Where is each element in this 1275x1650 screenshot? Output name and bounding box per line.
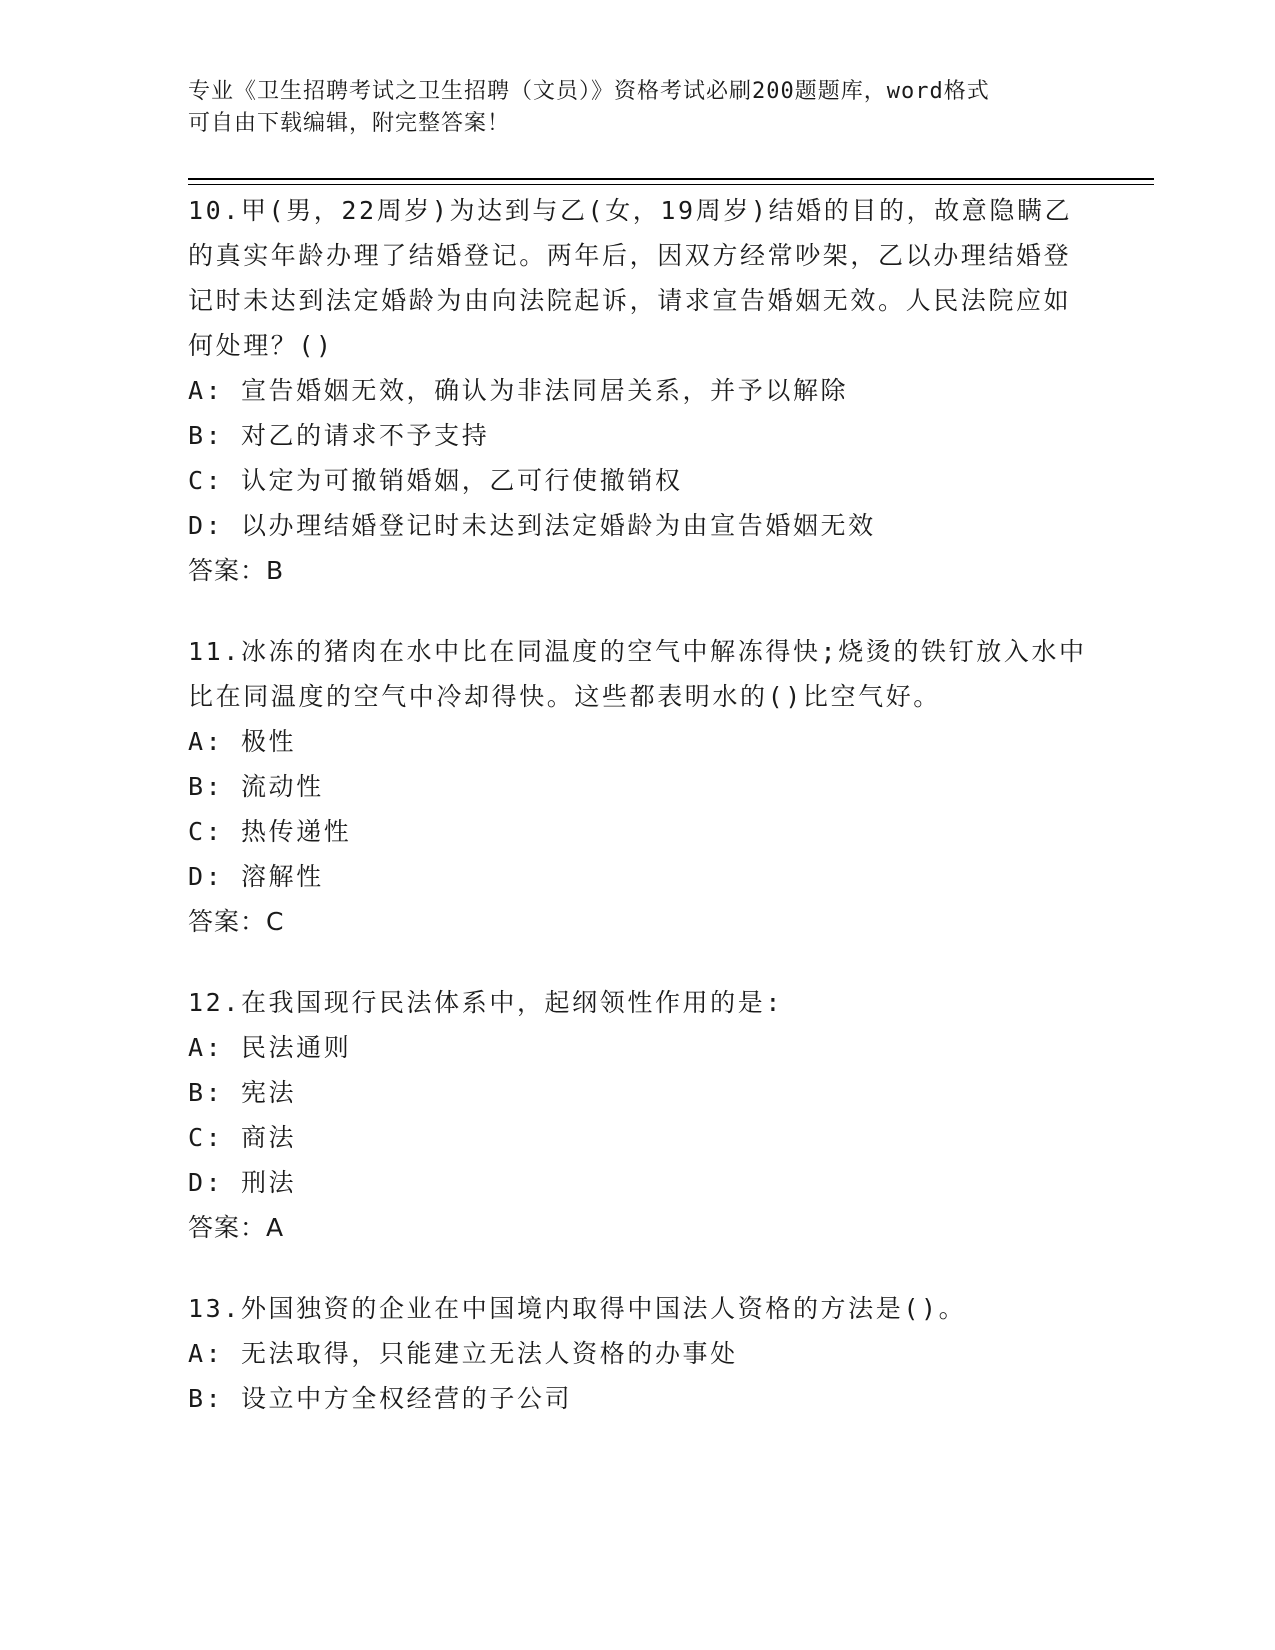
option-b: B: 宪法 xyxy=(188,1078,297,1107)
option-b: B: 流动性 xyxy=(188,772,324,801)
option-a: A: 无法取得，只能建立无法人资格的办事处 xyxy=(188,1339,738,1368)
option-b: B: 设立中方全权经营的子公司 xyxy=(188,1384,573,1413)
option-c: C: 热传递性 xyxy=(188,817,352,846)
answer: 答案：C xyxy=(188,907,285,936)
option-a: A: 民法通则 xyxy=(188,1033,352,1062)
question-11 xyxy=(188,629,1088,944)
question-text: 11.冰冻的猪肉在水中比在同温度的空气中解冻得快;烧烫的铁钉放入水中比在同温度的空气中冷却得快。这些都表明水的()比空气好。 xyxy=(188,637,1087,711)
option-c: C: 商法 xyxy=(188,1123,297,1152)
option-b: B: 对乙的请求不予支持 xyxy=(188,421,490,450)
answer: 答案：A xyxy=(188,1213,285,1242)
question-12 xyxy=(188,980,1088,1250)
header-divider-thick xyxy=(188,178,1154,180)
question-10 xyxy=(188,188,1088,593)
question-list xyxy=(188,188,1088,1457)
question-text: 13.外国独资的企业在中国境内取得中国法人资格的方法是()。 xyxy=(188,1294,967,1323)
option-d: D: 溶解性 xyxy=(188,862,324,891)
option-c: C: 认定为可撤销婚姻，乙可行使撤销权 xyxy=(188,466,683,495)
answer: 答案：B xyxy=(188,556,285,585)
option-d: D: 以办理结婚登记时未达到法定婚龄为由宣告婚姻无效 xyxy=(188,511,876,540)
question-text: 12.在我国现行民法体系中，起纲领性作用的是: xyxy=(188,988,784,1017)
document-header xyxy=(188,76,1068,140)
header-line-1: 专业《卫生招聘考试之卫生招聘（文员）》资格考试必刷200题题库，word格式 xyxy=(188,79,990,104)
question-13 xyxy=(188,1286,1088,1421)
option-d: D: 刑法 xyxy=(188,1168,297,1197)
option-a: A: 极性 xyxy=(188,727,297,756)
question-text: 10.甲(男，22周岁)为达到与乙(女，19周岁)结婚的目的，故意隐瞒乙的真实年龄办理了结婚登记。两年后，因双方经常吵架，乙以办理结婚登记时未达到法定婚龄为由向法院起诉，请求宣告婚姻无效。人民法院应如何处理？() xyxy=(188,196,1073,360)
option-a: A: 宣告婚姻无效，确认为非法同居关系，并予以解除 xyxy=(188,376,849,405)
header-line-2: 可自由下载编辑，附完整答案！ xyxy=(188,111,511,136)
header-divider-thin xyxy=(188,184,1154,185)
